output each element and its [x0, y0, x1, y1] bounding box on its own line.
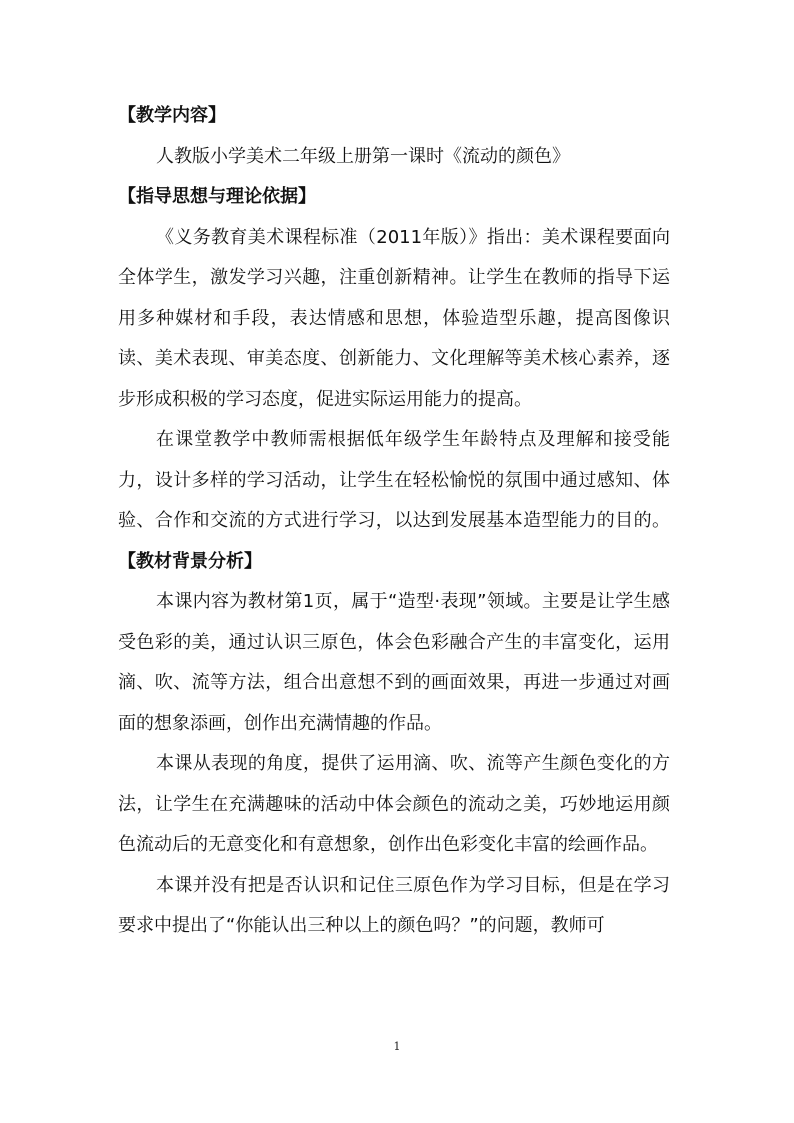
page-number: 1 [393, 1040, 401, 1053]
guiding-ideas-paragraph-2 [118, 420, 670, 582]
textbook-analysis-paragraph-3: 本课并没有把是否认识和记住三原色作为学习目标，但是在学习要求中提出了“你能认出三种以上的颜色吗？”的问题，教师可 [118, 874, 670, 936]
guiding-ideas-paragraph-1: 《义务教育美术课程标准（2011年版）》指出：美术课程要面向全体学生，激发学习兴趣，注重创新精神。让学生在教师的指导下运用多种媒材和手段，表达情感和思想，体验造型乐趣，提高图像识读、美术表现、审美态度、创新能力、文化理解等美术核心素养，逐步形成积极的学习态度，促进实际运用能力的提高。 [118, 226, 670, 410]
textbook-analysis-paragraph-2: 本课从表现的角度，提供了运用滴、吹、流等产生颜色变化的方法，让学生在充满趣味的活动中体会颜色的流动之美，巧妙地运用颜色流动后的无意变化和有意想象，创作出色彩变化丰富的绘画作品。 [118, 753, 670, 855]
teaching-content-text: 人教版小学美术二年级上册第一课时《流动的颜色》 [156, 145, 570, 167]
textbook-analysis-paragraph-1: 本课内容为教材第1页，属于“造型·表现”领域。主要是让学生感受色彩的美，通过认识三原色，体会色彩融合产生的丰富变化，运用滴、吹、流等方法，组合出意想不到的画面效果，再进一步通过对画面的想象添画，创作出充满情趣的作品。 [118, 591, 670, 734]
heading-teaching-content: 【教学内容】 [118, 105, 226, 126]
document-body [118, 96, 670, 947]
guiding-ideas-paragraph-2-text: 在课堂教学中教师需根据低年级学生年龄特点及理解和接受能力，设计多样的学习活动，让学生在轻松愉悦的氛围中通过感知、体验、合作和交流的方式进行学习，以达到发展基本造型能力的目的。 [118, 429, 670, 531]
heading-guiding-ideas: 【指导思想与理论依据】 [118, 186, 316, 207]
heading-textbook-analysis: 【教材背景分析】 [118, 550, 262, 572]
